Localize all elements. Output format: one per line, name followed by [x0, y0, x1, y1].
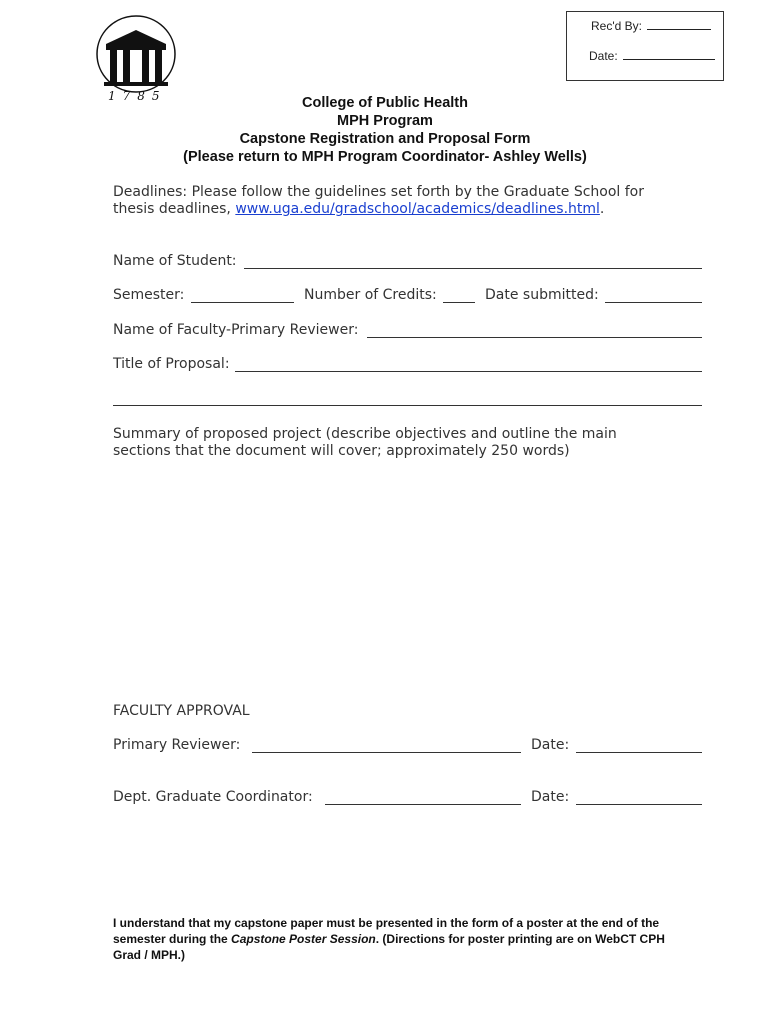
proposal-title-line-2[interactable]: [113, 405, 702, 406]
deadlines-link[interactable]: www.uga.edu/gradschool/academics/deadlines.html: [235, 201, 600, 217]
header-college: College of Public Health: [302, 95, 468, 111]
primary-reviewer-label: Primary Reviewer:: [113, 737, 241, 753]
arch-seal-icon: [92, 14, 180, 94]
header-return-note: (Please return to MPH Program Coordinator- Ashley Wells): [183, 149, 587, 165]
proposal-title-label: Title of Proposal:: [113, 356, 230, 372]
deadlines-period: .: [599, 201, 605, 217]
student-name-line[interactable]: [244, 268, 702, 269]
faculty-reviewer-label: Name of Faculty-Primary Reviewer:: [113, 322, 359, 338]
dept-coordinator-line[interactable]: [325, 804, 521, 805]
recd-date-row: [589, 48, 723, 63]
header-form-title: Capstone Registration and Proposal Form: [239, 131, 531, 147]
student-name-label: Name of Student:: [113, 253, 237, 269]
summary-line1: Summary of proposed project (describe objectives and outline the main: [113, 426, 617, 442]
semester-label: Semester:: [113, 287, 185, 303]
proposal-title-line[interactable]: [235, 371, 702, 372]
semester-line[interactable]: [191, 302, 294, 303]
primary-reviewer-date-label: Date:: [531, 737, 570, 753]
date-submitted-label: Date submitted:: [485, 287, 599, 303]
dept-coordinator-label: Dept. Graduate Coordinator:: [113, 789, 313, 805]
recd-date-label: Date:: [589, 49, 618, 63]
recd-by-label: Rec'd By:: [591, 19, 642, 33]
credits-label: Number of Credits:: [304, 287, 437, 303]
note-italic: Capstone Poster Session: [231, 932, 376, 946]
recd-by-row: [591, 18, 723, 33]
university-seal: [92, 14, 180, 106]
note-part2: . (Directions for poster printing are on WebCT CPH Grad / MPH.): [113, 932, 665, 962]
date-submitted-line[interactable]: [605, 302, 702, 303]
deadlines-line1: Deadlines: Please follow the guidelines set forth by the Graduate School for: [113, 184, 645, 200]
summary-line2: sections that the document will cover; approximately 250 words): [113, 443, 570, 459]
note-part1: I understand that my capstone paper must be presented in the form of a poster at the end of the semester during the: [113, 916, 660, 946]
received-box: [566, 11, 724, 81]
credits-line[interactable]: [443, 302, 475, 303]
recd-date-line[interactable]: [623, 48, 715, 60]
primary-reviewer-date-line[interactable]: [576, 752, 702, 753]
deadlines-prefix: thesis deadlines,: [113, 201, 236, 217]
summary-writing-area[interactable]: [113, 465, 703, 690]
recd-by-line[interactable]: [647, 18, 711, 30]
dept-coordinator-date-line[interactable]: [576, 804, 702, 805]
seal-year: 1785: [108, 89, 167, 103]
primary-reviewer-line[interactable]: [252, 752, 521, 753]
poster-requirement-note: [113, 915, 683, 963]
dept-coordinator-date-label: Date:: [531, 789, 570, 805]
faculty-approval-heading: FACULTY APPROVAL: [113, 703, 250, 719]
deadlines-line2: [113, 201, 703, 218]
faculty-reviewer-line[interactable]: [367, 337, 702, 338]
header-program: MPH Program: [337, 113, 433, 129]
